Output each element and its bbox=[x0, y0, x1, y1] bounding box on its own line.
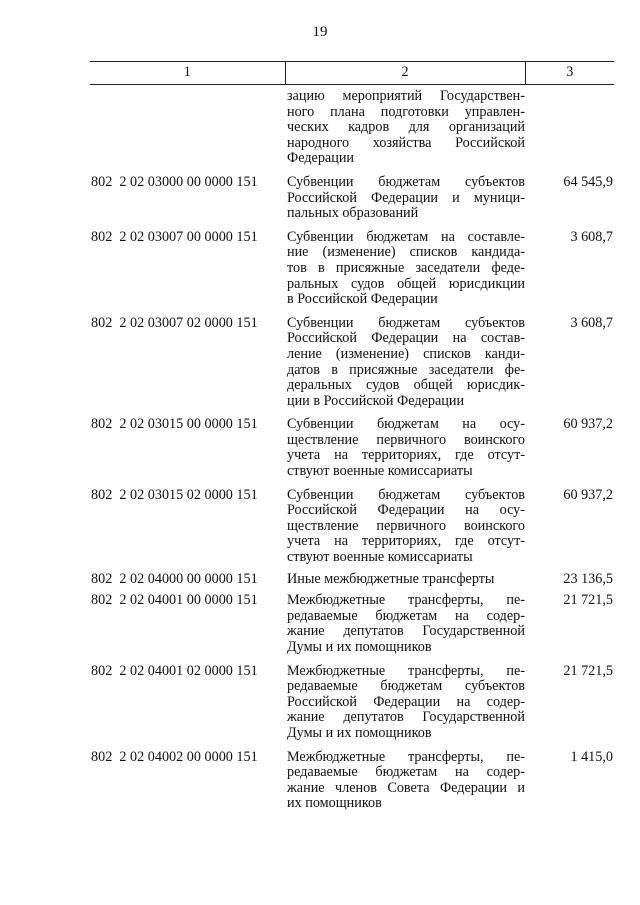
description-cell bbox=[285, 656, 525, 742]
description-line: Думы и их помощников bbox=[287, 639, 432, 655]
description-line: Межбюджетные трансферты, пе- bbox=[287, 662, 525, 679]
budget-table bbox=[90, 61, 614, 812]
description-line: деральных судов общей юрисдик- bbox=[287, 377, 525, 394]
description-line: учета на территориях, где отсут- bbox=[287, 533, 525, 550]
table-row bbox=[90, 742, 614, 812]
description-line: Российской Федерации и муници- bbox=[287, 189, 525, 206]
description-line: ние (изменение) списков кандида- bbox=[287, 244, 525, 261]
description-cell bbox=[285, 167, 525, 222]
description-line: ление (изменение) списков канди- bbox=[287, 345, 525, 362]
description-line: датов в присяжные заседатели фе- bbox=[287, 361, 525, 378]
description-line: жание депутатов Государственной bbox=[287, 623, 525, 640]
description-line: в Российской Федерации bbox=[287, 291, 438, 308]
description-line: Российской Федерации на осу- bbox=[287, 502, 525, 519]
description-line: Межбюджетные трансферты, пе- bbox=[287, 592, 525, 609]
description-line: жание членов Совета Федерации и bbox=[287, 779, 525, 796]
description-line: Межбюджетные трансферты, пе- bbox=[287, 748, 525, 765]
description-cell bbox=[285, 409, 525, 479]
description-line: ствуют военные комиссариаты bbox=[287, 463, 473, 480]
column-header-2: 2 bbox=[285, 62, 525, 85]
description-cell bbox=[285, 587, 525, 655]
description-line: их помощников bbox=[287, 795, 382, 812]
budget-code-cell: 802 2 02 04000 00 0000 151 bbox=[91, 570, 258, 587]
description-cell bbox=[285, 480, 525, 566]
description-line: ществление первичного воинского bbox=[287, 517, 525, 534]
column-header-1: 1 bbox=[90, 62, 285, 85]
page-number: 19 bbox=[312, 24, 328, 40]
table-body bbox=[90, 85, 614, 812]
description-line: зацию мероприятий Государствен- bbox=[287, 88, 525, 104]
budget-code-cell: 802 2 02 04001 00 0000 151 bbox=[91, 592, 258, 609]
table-row bbox=[90, 85, 614, 167]
amount-cell: 21 721,5 bbox=[563, 592, 613, 609]
amount-cell: 60 937,2 bbox=[563, 486, 613, 503]
table-row bbox=[90, 656, 614, 742]
description-line: ного плана подготовки управлен- bbox=[287, 103, 525, 120]
amount-cell: 60 937,2 bbox=[563, 416, 613, 433]
amount-cell bbox=[525, 85, 614, 167]
description-line: ческих кадров для организаций bbox=[287, 119, 525, 136]
budget-code-cell bbox=[90, 85, 285, 167]
amount-cell: 23 136,5 bbox=[563, 570, 613, 587]
description-cell bbox=[285, 308, 525, 410]
amount-cell: 3 608,7 bbox=[570, 228, 613, 245]
description-line: жание депутатов Государственной bbox=[287, 709, 525, 726]
description-line: Думы и их помощников bbox=[287, 724, 432, 741]
description-line: ществление первичного воинского bbox=[287, 431, 525, 448]
description-line: редаваемые бюджетам на содер- bbox=[287, 764, 525, 781]
description-line: Субвенции бюджетам субъектов bbox=[287, 314, 525, 331]
description-line: ствуют военные комиссариаты bbox=[287, 549, 473, 566]
budget-code-cell: 802 2 02 03015 00 0000 151 bbox=[91, 416, 258, 433]
description-line: учета на территориях, где отсут- bbox=[287, 447, 525, 464]
description-cell bbox=[285, 222, 525, 308]
table-row bbox=[90, 308, 614, 410]
description-cell bbox=[285, 85, 525, 167]
description-line: Российской Федерации на содер- bbox=[287, 693, 525, 710]
table-row bbox=[90, 566, 614, 588]
table-row bbox=[90, 222, 614, 308]
table-row bbox=[90, 409, 614, 479]
description-line: Субвенции бюджетам субъектов bbox=[287, 173, 525, 190]
budget-code-cell: 802 2 02 04002 00 0000 151 bbox=[91, 748, 258, 765]
description-line: редаваемые бюджетам на содер- bbox=[287, 607, 525, 624]
amount-cell: 3 608,7 bbox=[570, 314, 613, 331]
table-row bbox=[90, 167, 614, 222]
table-row bbox=[90, 480, 614, 566]
description-line: ции в Российской Федерации bbox=[287, 392, 465, 409]
budget-code-cell: 802 2 02 03000 00 0000 151 bbox=[91, 173, 258, 190]
description-line: Субвенции бюджетам на осу- bbox=[287, 416, 525, 433]
description-cell bbox=[285, 566, 525, 588]
description-cell bbox=[285, 742, 525, 812]
amount-cell: 1 415,0 bbox=[570, 748, 613, 765]
description-line: Субвенции бюджетам на составле- bbox=[287, 228, 525, 245]
description-line: ральных судов общей юрисдикции bbox=[287, 275, 525, 292]
budget-code-cell: 802 2 02 04001 02 0000 151 bbox=[91, 662, 258, 679]
table-row bbox=[90, 587, 614, 655]
description-line: тов в присяжные заседатели феде- bbox=[287, 259, 525, 276]
column-header-3: 3 bbox=[525, 62, 614, 85]
header-row bbox=[90, 62, 614, 85]
description-line: Иные межбюджетные трансферты bbox=[287, 570, 495, 587]
budget-code-cell: 802 2 02 03015 02 0000 151 bbox=[91, 486, 258, 503]
description-line: Российской Федерации на состав- bbox=[287, 330, 525, 347]
amount-cell: 64 545,9 bbox=[563, 173, 613, 190]
budget-code-cell: 802 2 02 03007 02 0000 151 bbox=[91, 314, 258, 331]
amount-cell: 21 721,5 bbox=[563, 662, 613, 679]
budget-code-cell: 802 2 02 03007 00 0000 151 bbox=[91, 228, 258, 245]
description-line: Федерации bbox=[287, 150, 355, 167]
description-line: редаваемые бюджетам субъектов bbox=[287, 678, 525, 695]
description-line: народного хозяйства Российской bbox=[287, 134, 525, 151]
table-header bbox=[90, 62, 614, 85]
description-line: пальных образований bbox=[287, 205, 419, 222]
description-line: Субвенции бюджетам субъектов bbox=[287, 486, 525, 503]
